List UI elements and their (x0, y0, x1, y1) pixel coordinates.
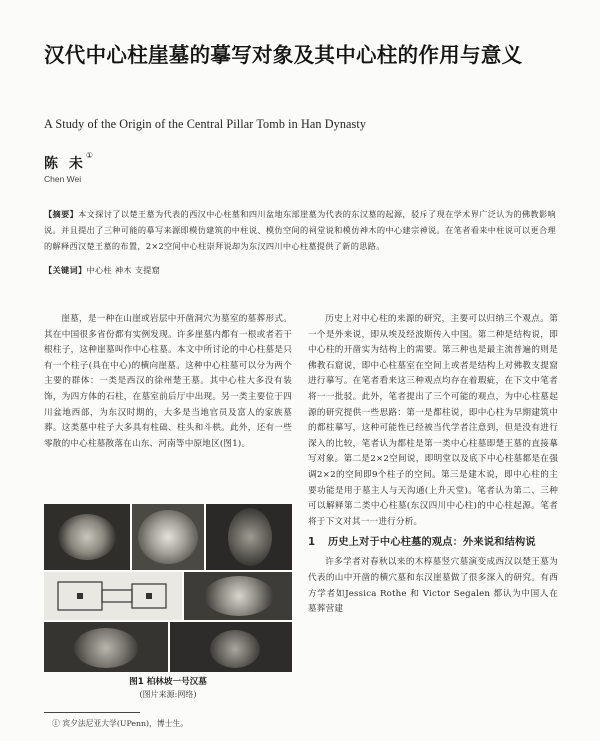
section-number: 1 (308, 537, 316, 549)
abstract-text: 本文探讨了以楚王墓为代表的西汉中心柱墓和四川盆地东部崖墓为代表的东汉墓的起源，驳斥了现在学术界广泛认为的佛教影响说。并且提出了三种可能的摹写来源即模仿建筑的中柱说、模仿空间的祠堂说和模仿神木的中心建宗神说。在笔者看来中柱说可以更合理的解释西汉楚王墓的布置，2×2空间中心柱崇拜说却为东汉四川中心柱墓提供了新的思路。 (44, 209, 556, 252)
author-footnote-mark: ① (85, 151, 94, 160)
tomb-photo-top-middle (132, 504, 204, 570)
tomb-photo-top-right (206, 504, 292, 570)
keywords-text: 中心柱 神木 支提窟 (86, 265, 161, 275)
keywords (44, 262, 556, 278)
author-name-text: 陈 未 (44, 156, 86, 172)
footnote-divider (44, 712, 140, 713)
plan-diagram-icon (44, 572, 182, 620)
section-heading (308, 534, 558, 551)
tomb-photo-top-left (44, 504, 130, 570)
tomb-photo-middle-right (184, 572, 292, 620)
figure-source: (图片来源:网络) (139, 690, 197, 699)
figure-1-photo-collage (44, 504, 292, 672)
footnote: ① 宾夕法尼亚大学(UPenn)，博士生。 (52, 719, 189, 728)
abstract-label: 【摘要】 (44, 209, 79, 219)
body-paragraph: 历史上对中心柱的来源的研究，主要可以归纳三个观点。第一个是外来说，即从埃及经波斯传入中国。第二种是结构说，即中心柱的开凿实为结构上的需要。第三种也是最主流普遍的则是佛教石窟说，即中心柱墓室在空间上或者是结构上对佛教支提窟进行摹写。在笔者看来这三种观点均存在着瑕疵，在下文中笔者将一一批驳。此外，笔者提出了三个可能的观点，为中心柱墓起源的研究提供一些思路：第一是都柱说，即中心柱为早期建筑中的都柱摹写，这种可能性已经被当代学者注意到，但是没有进行深入的比较，笔者认为都柱是第一类中心柱墓即楚王墓的直接摹写对象。第二是2×2空间说，即明堂以及底下中心柱墓都是在强调2×2的空间即9个柱子的空间。第三是建木说，即中心柱的主要功能是用于墓主人与天沟通(上升天堂)。笔者认为第二、三种可以解释第二类中心柱墓(东汉四川中心柱)的中心柱起源。笔者将于下文对其一一进行分析。 (308, 314, 558, 527)
paper-title-english: A Study of the Origin of the Central Pillar Tomb in Han Dynasty (44, 117, 367, 131)
tomb-photo-bottom-left (44, 622, 168, 672)
figure-caption: 图1 柏林坡一号汉墓 (129, 677, 207, 687)
author-name (44, 153, 93, 173)
body-column-right (308, 312, 558, 618)
section-title: 历史上对于中心柱墓的观点：外来说和结构说 (328, 537, 536, 549)
body-column-left (44, 312, 292, 452)
keywords-label: 【关键词】 (44, 265, 87, 275)
body-paragraph: 许多学者对春秋以来的木椁墓竖穴墓演变成西汉以楚王墓为代表的山中开凿的横穴墓和东汉崖墓做了很多深入的研究。有西方学者如Jessica Rothe 和 Victor Segalen 都认为中国人在墓葬营建 (308, 557, 558, 615)
author-name-english: Chen Wei (44, 174, 82, 184)
body-paragraph: 崖墓，是一种在山崖或岩层中开凿洞穴为墓室的墓葬形式。其在中国很多省份都有实例发现。许多崖墓内都有一根或者若干根柱子，这种崖墓叫作中心柱墓。本文中所讨论的中心柱墓是只有一个柱子(具在中心)的横向崖墓。这种中心柱墓可以分为两个主要的群体：一类是西汉的徐州楚王墓。其中心柱大多没有装饰，为四方体的石柱，在墓室前后厅中出现。另一类主要位于四川盆地西部，为东汉时期的，大多是当地官员及富人的家族墓葬。这类墓中柱子大多具有柱础、柱头和斗栱。此外，还有一些零散的中心柱墓散落在山东、河南等中原地区(图1)。 (44, 314, 292, 449)
abstract (44, 206, 556, 255)
tomb-photo-bottom-right (170, 622, 292, 672)
paper-title: 汉代中心柱崖墓的摹写对象及其中心柱的作用与意义 (44, 43, 523, 67)
tomb-plan-drawing (44, 572, 182, 620)
